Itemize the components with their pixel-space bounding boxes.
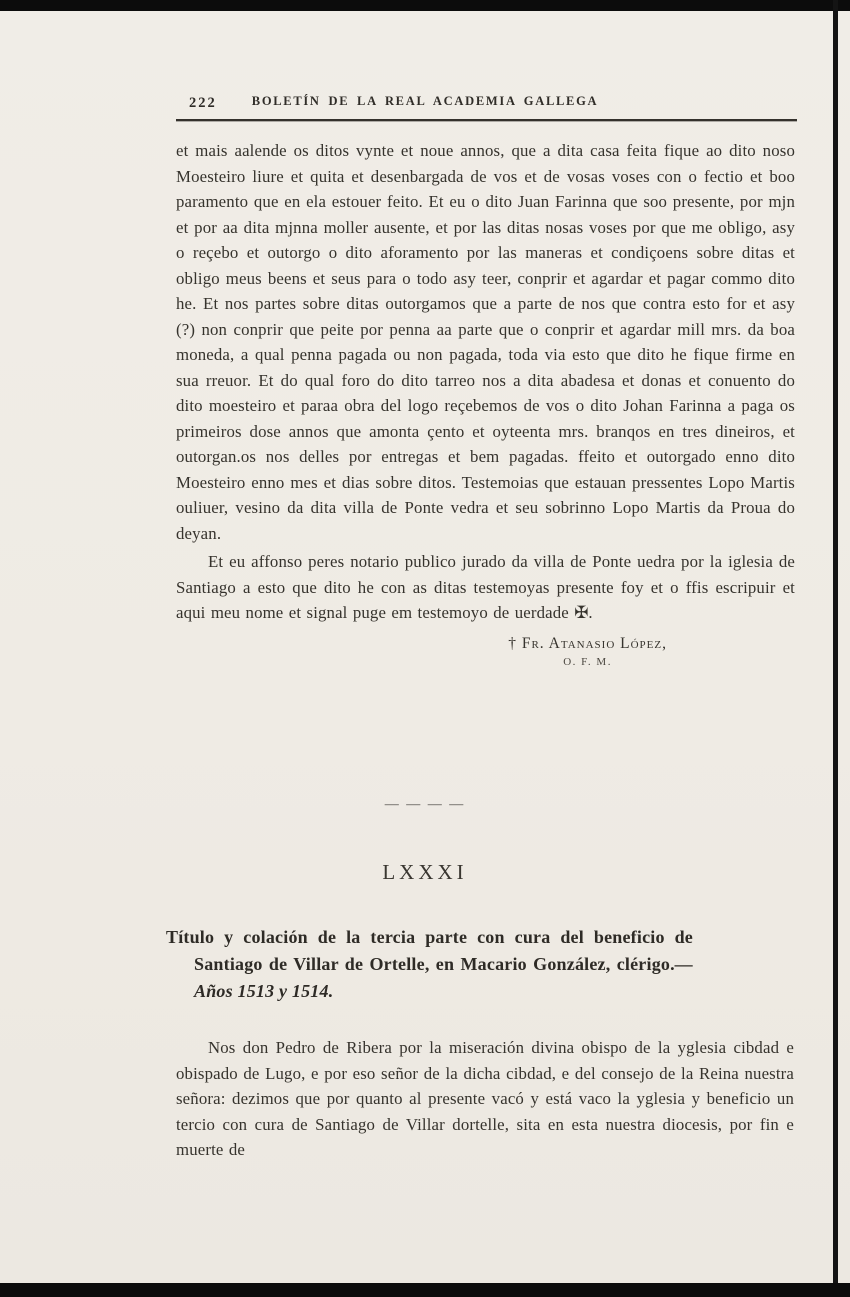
- page-header: [0, 94, 850, 114]
- section-paragraph: Nos don Pedro de Ribera por la miseración divina obispo de la yglesia cibdad e obispado de Lugo, e por eso señor de la dicha cibdad, e del consejo de la Reina nuestra señora: dezimos que por quanto al presente vacó y está vaco la yglesia y beneficio un tercio con cura de Santiago de Villar dortelle, sita en esta nuestra diocesis, por fin e muerte de: [176, 1038, 794, 1159]
- section-heading-dates: —Años 1513 y 1514.: [194, 954, 693, 1001]
- document-body: [176, 138, 795, 668]
- section-heading: [166, 924, 693, 1005]
- scan-edge-bottom: [0, 1283, 850, 1297]
- scan-edge-right-line: [833, 0, 838, 1297]
- signature-name: † Fr. Atanasio López,: [508, 634, 667, 652]
- section-body: [176, 1032, 794, 1163]
- header-rule: [176, 119, 797, 122]
- page-number: 222: [189, 95, 217, 111]
- section-number: LXXXI: [382, 860, 468, 884]
- section-heading-main: Título y colación de la tercia parte con cura del beneficio de Santiago de Villar de Ortelle, en Macario González, clérigo.: [166, 927, 693, 974]
- signature-order: O. F. M.: [563, 655, 612, 668]
- section-divider: — — — —: [384, 797, 466, 812]
- journal-title: BOLETÍN DE LA REAL ACADEMIA GALLEGA: [251, 94, 599, 108]
- scan-edge-top: [0, 0, 850, 11]
- signature-block: [508, 635, 667, 668]
- paragraph-continuation: et mais aalende os ditos vynte et noue annos, que a dita casa feita fique ao dito noso Moesteiro liure et quita et desenbargada de vos et de vosas voses con o fectio et boo paramento que en ela estouer feito. Et eu o dito Juan Farinna que soo presente, por mjn et por aa dita mjnna moller ausente, et por las ditas nosas voses por que me obligo, asy o reçebo et outorgo o dito aforamento por las maneras et condiçoens sobre ditas et obligo meus beens et seus para o todo asy teer, conprir et agardar et pagar commo dito he. Et nos partes sobre ditas outorgamos que a parte de nos que contra esto for et asy (?) non conprir que peite por penna aa parte que o conprir et agardar mill mrs. da boa moneda, a qual penna pagada ou non pagada, toda via esto que dito he fique firme en sua rreuor. Et do qual foro do dito tarreo nos a dita abadesa et donas et conuento do dito moesteiro et paraa obra del logo reçebemos de vos o dito Johan Farinna a paga os primeiros dose annos que amonta çento et oyteenta mrs. branqos en tres dineiros, et outorgan.os nos delles por entregas et bem pagadas. ffeito et outorgado enno dito Moesteiro enno mes et dias sobre ditos. Testemoias que estauan pressentes Lopo Martis ouliuer, vesino da dita villa de Ponte vedra et seu sobrinno Lopo Martis da Proua do deyan.: [176, 141, 795, 543]
- notary-paragraph: Et eu affonso peres notario publico jurado da villa de Ponte uedra por la iglesia de Santiago a esto que dito he con as ditas testemoyas presente foy et o ffis escripuir et aqui meu nome et signal puge em testemoyo de uerdade ✠.: [176, 552, 795, 622]
